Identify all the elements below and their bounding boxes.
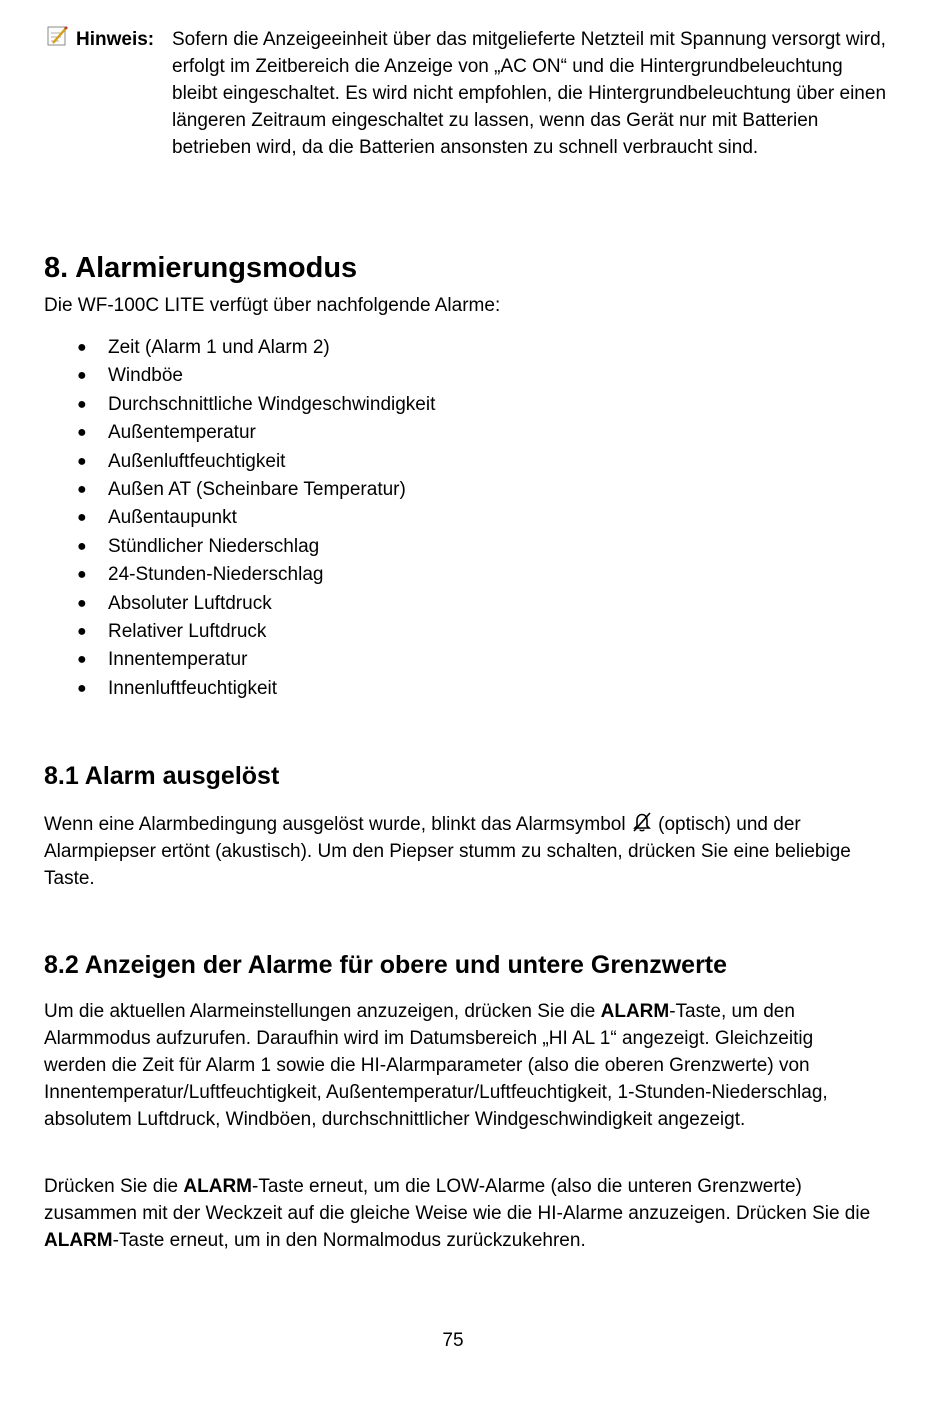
- section-8-intro: Die WF-100C LITE verfügt über nachfolgende Alarme:: [44, 295, 501, 316]
- list-item: [44, 334, 435, 362]
- list-item: [44, 561, 435, 589]
- bullet-icon: ●: [77, 480, 87, 498]
- bullet-icon: ●: [77, 651, 87, 669]
- list-item: [44, 448, 435, 476]
- list-item-label: Außentemperatur: [108, 422, 256, 444]
- section-8-1-text-end: (optisch) und der Alarmpiepser ertönt (akustisch). Um den Piepser stumm zu schalten, drücken Sie eine beliebige Taste.: [44, 814, 851, 889]
- text-run: -Taste erneut, um in den Normalmodus zurückzukehren.: [112, 1230, 586, 1251]
- list-item: [44, 391, 435, 419]
- text-run: Um die aktuellen Alarmeinstellungen anzuzeigen, drücken Sie die: [44, 1001, 601, 1022]
- section-8-1-text-start: Wenn eine Alarmbedingung ausgelöst wurde, blinkt das Alarmsymbol: [44, 814, 631, 835]
- alarm-key-label: ALARM: [44, 1230, 113, 1251]
- bullet-icon: ●: [77, 679, 87, 697]
- alarm-bell-icon: [631, 811, 653, 833]
- list-item-label: Durchschnittliche Windgeschwindigkeit: [108, 393, 436, 415]
- alarm-key-label: ALARM: [600, 1001, 670, 1022]
- list-item: [44, 533, 435, 561]
- list-item-label: Stündlicher Niederschlag: [108, 535, 320, 557]
- list-item-label: Windböe: [108, 365, 183, 387]
- bullet-icon: ●: [77, 566, 87, 584]
- list-item-label: Außen AT (Scheinbare Temperatur): [108, 478, 406, 500]
- section-8-2-heading: 8.2 Anzeigen der Alarme für obere und untere Grenzwerte: [44, 951, 728, 979]
- bullet-icon: ●: [77, 622, 87, 640]
- text-run: Drücken Sie die: [44, 1176, 184, 1197]
- section-8-1-text: [44, 811, 874, 892]
- note-text: Sofern die Anzeigeeinheit über das mitgelieferte Netzteil mit Spannung versorgt wird, erfolgt im Zeitbereich die Anzeige von „AC ON“ und die Hintergrundbeleuchtung bleibt eingeschaltet. Es wird nicht empfohlen, die Hintergrundbeleuchtung über einen längeren Zeitraum eingeschaltet zu lassen, wenn das Gerät nur mit Batterien betrieben wird, da die Batterien ansonsten zu schnell verbraucht sind.: [172, 29, 887, 158]
- list-item: [44, 476, 435, 504]
- bullet-icon: ●: [77, 594, 87, 612]
- list-item: [44, 590, 435, 618]
- bullet-icon: ●: [77, 452, 87, 470]
- list-item: [44, 618, 435, 646]
- list-item: [44, 362, 435, 390]
- bullet-icon: ●: [77, 339, 87, 356]
- text-run: -Taste erneut, um die LOW-Alarme (also die unteren Grenzwerte) zusammen mit der Weckzeit auf die gleiche Weise wie die HI-Alarme anzuzeigen. Drücken Sie die: [44, 1176, 871, 1224]
- list-item: [44, 675, 435, 703]
- list-item-label: 24-Stunden-Niederschlag: [108, 564, 324, 586]
- list-item-label: Innentemperatur: [108, 649, 248, 671]
- list-item: [44, 646, 435, 674]
- bullet-icon: ●: [77, 424, 87, 442]
- list-item-label: Zeit (Alarm 1 und Alarm 2): [108, 337, 330, 358]
- list-item: [44, 419, 435, 447]
- list-item-label: Außenluftfeuchtigkeit: [108, 450, 286, 472]
- list-item-label: Relativer Luftdruck: [108, 620, 267, 642]
- alarm-list: [44, 334, 435, 703]
- section-8-heading: 8. Alarmierungsmodus: [44, 252, 358, 284]
- section-8-1-heading: 8.1 Alarm ausgelöst: [44, 762, 280, 790]
- section-8-2-paragraph-1: [44, 998, 874, 1133]
- list-item-label: Absoluter Luftdruck: [108, 592, 272, 614]
- section-8-2-paragraph-2: [44, 1173, 874, 1254]
- list-item-label: Innenluftfeuchtigkeit: [108, 677, 278, 699]
- bullet-icon: ●: [77, 367, 87, 385]
- list-item: [44, 504, 435, 532]
- bullet-icon: ●: [77, 509, 87, 527]
- page-number: 75: [442, 1330, 464, 1351]
- bullet-icon: ●: [77, 395, 87, 413]
- list-item-label: Außentaupunkt: [108, 507, 237, 529]
- alarm-key-label: ALARM: [183, 1176, 253, 1197]
- bullet-icon: ●: [77, 537, 87, 555]
- note-label: Hinweis:: [76, 29, 155, 50]
- note-icon: [46, 24, 70, 48]
- text-run: -Taste, um den Alarmmodus aufzurufen. Daraufhin wird im Datumsbereich „HI AL 1“ angezeigt. Gleichzeitig werden die Zeit für Alarm 1 sowie die HI-Alarmparameter (also die oberen Grenzwerte) von Innentemperatur/Luftfeuchtigkeit, Außentemperatur/Luftfeuchtigkeit, 1-Stunden-Niederschlag, absolutem Luftdruck, Windböen, durchschnittlicher Windgeschwindigkeit angezeigt.: [44, 1001, 828, 1130]
